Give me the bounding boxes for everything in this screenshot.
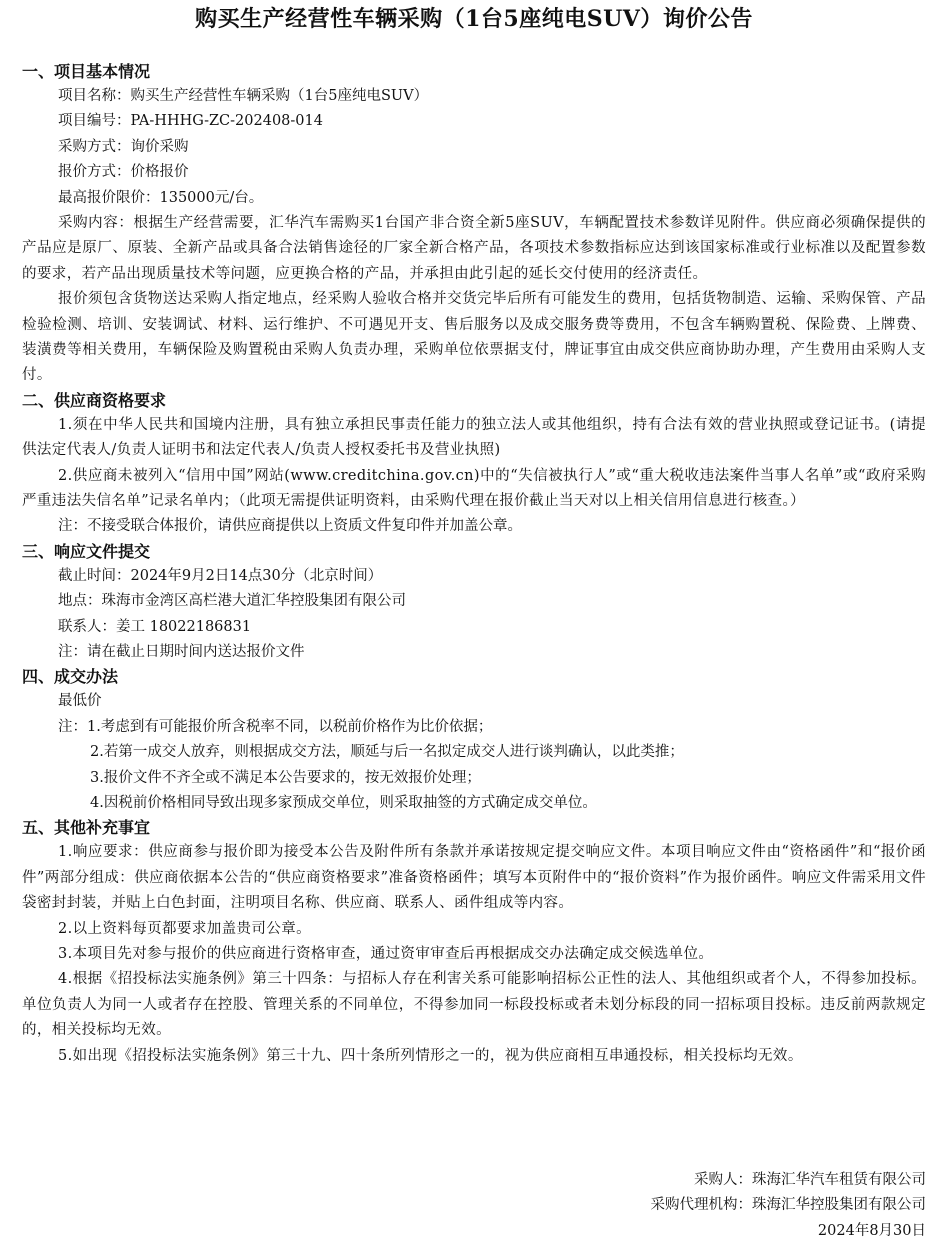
- contact-person: 联系人：姜工 18022186831: [58, 618, 252, 635]
- award-method: 最低价: [58, 693, 102, 710]
- procurement-method: 采购方式：询价采购: [58, 138, 189, 155]
- section-2-heading: 二、供应商资格要求: [22, 390, 167, 410]
- document-title: 购买生产经营性车辆采购（1台5座纯电SUV）询价公告: [195, 6, 753, 32]
- quote-method: 报价方式：价格报价: [58, 164, 189, 181]
- supplement-item-3: 3.本项目先对参与报价的供应商进行资格审查，通过资审审查后再根据成交办法确定成交候选单位。: [58, 945, 714, 962]
- award-note-4: 4.因税前价格相同导致出现多家预成交单位，则采取抽签的方式确定成交单位。: [90, 794, 597, 811]
- submission-location: 地点：珠海市金湾区高栏港大道汇华控股集团有限公司: [58, 593, 406, 610]
- procurement-content: 采购内容：根据生产经营需要，汇华汽车需购买1台国产非合资全新5座SUV，车辆配置技术参数详见附件。供应商必须确保提供的产品应是原厂、原装、全新产品或具备合法销售途径的厂家全新合格产品，各项技术参数指标应达到该国家标准或行业标准以及配置参数的要求，若产品出现质量技术等问题，应更换合格的产品，并承担由此引起的延长交付使用的经济责任。: [22, 214, 926, 282]
- award-note-2: 2.若第一成交人放弃，则根据成交方法，顺延与后一名拟定成交人进行谈判确认，以此类推；: [90, 744, 684, 761]
- section-5-heading: 五、其他补充事宜: [22, 818, 151, 838]
- section-3-heading: 三、响应文件提交: [22, 541, 151, 561]
- project-number: 项目编号：PA-HHHG-ZC-202408-014: [58, 113, 323, 130]
- procurement-agent: 采购代理机构：珠海汇华控股集团有限公司: [650, 1197, 926, 1214]
- qualification-item-1: 1.须在中华人民共和国境内注册，具有独立承担民事责任能力的独立法人或其他组织，持有合法有效的营业执照或登记证书。(请提供法定代表人/负责人证明书和法定代表人/负责人授权委托书及营业执照): [22, 416, 926, 459]
- submission-note: 注：请在截止日期时间内送达报价文件: [58, 643, 305, 660]
- supplement-item-4: 4.根据《招投标法实施条例》第三十四条：与招标人存在利害关系可能影响招标公正性的法人、其他组织或者个人，不得参加投标。单位负责人为同一人或者存在控股、管理关系的不同单位，不得参加同一标段投标或者未划分标段的同一招标项目投标。违反前两款规定的，相关投标均无效。: [22, 971, 926, 1039]
- supplement-item-5: 5.如出现《招投标法实施条例》第三十九、四十条所列情形之一的，视为供应商相互串通投标，相关投标均无效。: [58, 1047, 803, 1064]
- award-note-1: 注：1.考虑到有可能报价所含税率不同，以税前价格作为比价依据；: [58, 718, 493, 735]
- qualification-item-2: 2.供应商未被列入“信用中国”网站(www.creditchina.gov.cn)中的“失信被执行人”或“重大税收违法案件当事人名单”或“政府采购严重违法失信名单”记录名单内；（此项无需提供证明资料，由采购代理在报价截止当天对以上相关信用信息进行核查。）: [22, 467, 926, 510]
- award-note-3: 3.报价文件不齐全或不满足本公告要求的，按无效报价处理；: [90, 769, 481, 786]
- issue-date: 2024年8月30日: [817, 1222, 926, 1239]
- section-4-heading: 四、成交办法: [22, 667, 119, 687]
- document-footer: [651, 1168, 927, 1244]
- supplement-item-2: 2.以上资料每页都要求加盖贵司公章。: [58, 920, 312, 937]
- quote-scope: 报价须包含货物送达采购人指定地点，经采购人验收合格并交货完毕后所有可能发生的费用，包括货物制造、运输、采购保管、产品检验检测、培训、安装调试、材料、运行维护、不可遇见开支、售后服务以及成交服务费等费用，不包含车辆购置税、保险费、上牌费、装潢费等相关费用，车辆保险及购置税由采购人负责办理，采购单位依票据支付，牌证事宜由成交供应商协助办理，产生费用由采购人支付。: [22, 291, 926, 384]
- max-price: 最高报价限价：135000元/台。: [58, 189, 264, 206]
- purchaser: 采购人：珠海汇华汽车租赁有限公司: [694, 1172, 926, 1188]
- qualification-note: 注：不接受联合体报价，请供应商提供以上资质文件复印件并加盖公章。: [58, 518, 522, 535]
- supplement-item-1: 1.响应要求：供应商参与报价即为接受本公告及附件所有条款并承诺按规定提交响应文件。本项目响应文件由“资格函件”和“报价函件”两部分组成：供应商依据本公告的“供应商资格要求”准备资格函件；填写本页附件中的“报价资料”作为报价函件。响应文件需采用文件袋密封封装，并贴上白色封面，注明项目名称、供应商、联系人、函件组成等内容。: [22, 844, 926, 912]
- section-1-heading: 一、项目基本情况: [22, 62, 151, 81]
- project-name: 项目名称：购买生产经营性车辆采购（1台5座纯电SUV）: [58, 88, 429, 104]
- deadline: 截止时间：2024年9月2日14点30分（北京时间）: [58, 567, 383, 584]
